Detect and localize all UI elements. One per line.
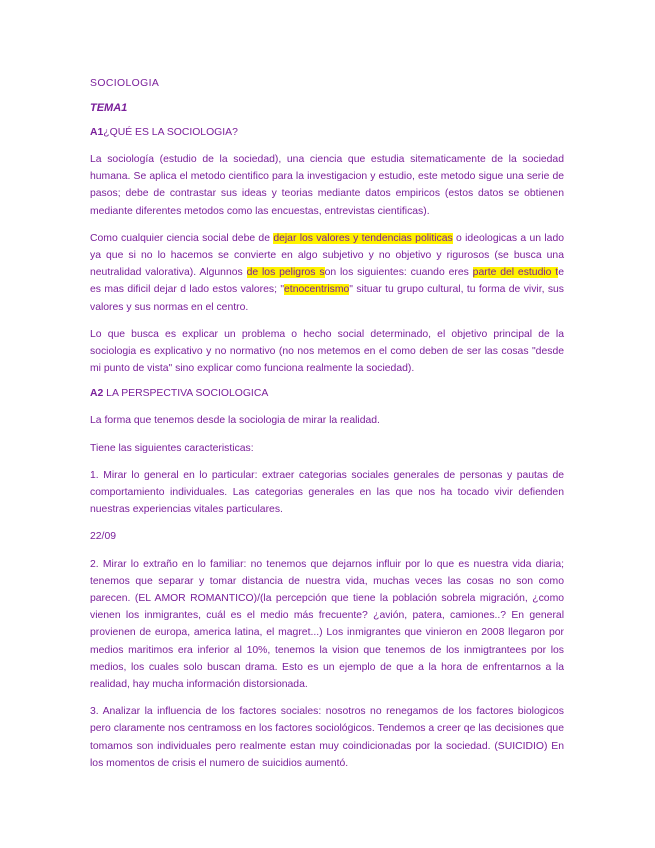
paragraph-characteristics-intro: Tiene las siguientes caracteristicas: <box>90 442 254 454</box>
paragraph-perspective-definition: La forma que tenemos desde la sociologia de mirar la realidad. <box>90 415 380 427</box>
highlight-ethnocentrism: etnocentrismo <box>284 284 350 296</box>
highlight-dangers: de los peligros s <box>246 267 325 279</box>
section-heading-a2 <box>90 387 564 401</box>
section-code-a1: A1 <box>90 127 104 138</box>
highlight-study-part: parte del estudio t <box>472 267 559 279</box>
paragraph-explicative-goal: Lo que busca es explicar un problema o hecho social determinado, el objetivo principal de la sociologia es explicativo y no normativo (no nos metemos en el como deben de ser las cosas "desde mi punto de vista" sino explicar como funciona realmente la sociedad). <box>90 328 564 375</box>
date-label: 22/09 <box>90 531 117 543</box>
section-heading-a1 <box>90 126 564 140</box>
text-run: o ideologicas a un lado ya que si no lo hacemos se convierte en algo subjetivo y no objetivo y rigurosos (se busca una neutralidad valorativa). Algunnos <box>90 232 564 279</box>
paragraph-characteristic-3: 3. Analizar la influencia de los factores sociales: nosotros no renegamos de los factores biologicos pero claramente nos centramoss en los factores sociológicos. Tendemos a creer qe las decisiones que tomamos son individuales pero realmente estan muy coindicionadas por la sociedad. (SUICIDIO) En los momentos de crisis el numero de suicidios aumentó. <box>90 706 564 769</box>
section-title-a1: ¿QUÉ ES LA SOCIOLOGIA? <box>103 127 238 138</box>
highlight-values: dejar los valores y tendencias politicas <box>273 232 453 244</box>
section-title-a2: LA PERSPECTIVA SOCIOLOGICA <box>103 388 269 400</box>
text-run: Como cualquier ciencia social debe de <box>90 232 274 244</box>
text-run: " situar tu grupo cultural, tu forma de vivir, sus valores y sus normas en el centro. <box>90 284 565 313</box>
paragraph-sociology-definition: La sociología (estudio de la sociedad), una ciencia que estudia sitematicamente de la sociedad humana. Se aplica el metodo cientifico para la investigacion y estudio, este metodo sigue una serie de pasos; debe de contrastar sus ideas y teorias mediante datos empiricos (estos datos se obtienen mediante diferentes metodos como las encuestas, entrevistas cientificas). <box>90 154 564 217</box>
section-code-a2: A2 <box>90 388 104 400</box>
text-run: e es mas dificil dejar d lado estos valores; " <box>90 267 564 296</box>
document-title: SOCIOLOGIA <box>90 78 160 89</box>
paragraph-characteristic-1: 1. Mirar lo general en lo particular: extraer categorias sociales generales de personas y pautas de comportamiento individuales. Las categorias generales en las que nos ha tocado vivir defienden nuestras experiencias vitales particulares. <box>90 469 564 516</box>
document-page <box>90 77 564 782</box>
paragraph-values-neutrality <box>90 230 564 316</box>
text-run: on los siguientes: cuando eres <box>324 267 473 279</box>
paragraph-characteristic-2: 2. Mirar lo extraño en lo familiar: no tenemos que dejarnos influir por lo que es nuestra vida diaria; tenemos que separar y tomar distancia de nuestra vida, muchas veces las cosas no son como parecen. (EL AMOR ROMANTICO)/(la percepción que tiene la población sobrela migración, ¿como vienen los inmigrantes, cuál es el medio más frecuente? ¿avión, patera, camiones..? En general provienen de europa, america latina, el magret...) Los inmigrantes que vinieron en 2008 llegaron por medios maritimos era inferior al 10%, tenemos la vision que tenemos de los inmigtrantees por los medios, los cuales solo buscan drama. Esto es un ejemplo de que a la hora de enfrentarnos a la realidad, hay mucha información distorsionada. <box>90 558 564 691</box>
topic-heading: TEMA1 <box>90 102 128 114</box>
